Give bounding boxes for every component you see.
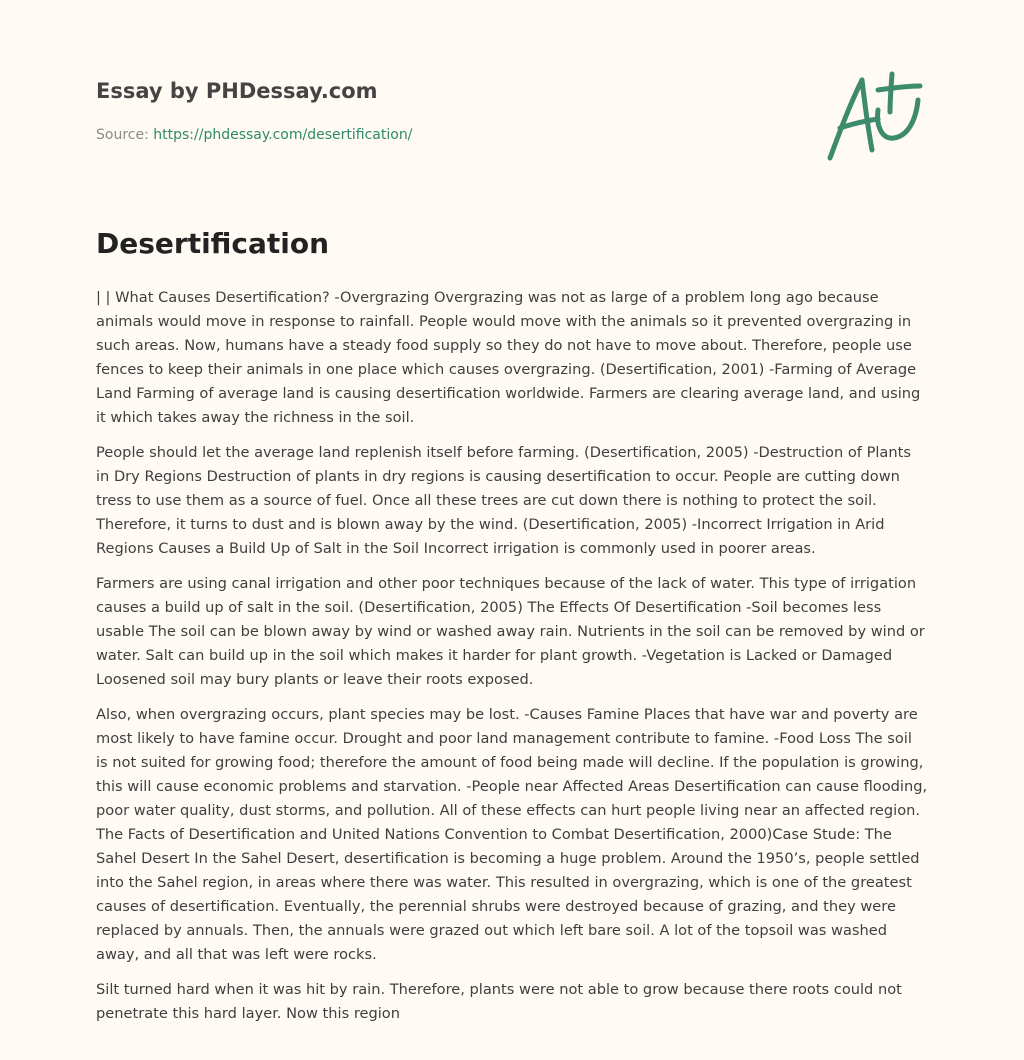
paragraph: Also, when overgrazing occurs, plant species may be lost. -Causes Famine Places that have war and poverty are most likely to have famine occur. Drought and poor land management contribute to famine. -Food Loss The soil is not suited for growing food; therefore the amount of food being made will decline. If the population is growing, this will cause economic problems and starvation. -People near Affected Areas Desertification can cause flooding, poor water quality, dust storms, and pollution. All of these effects can hurt people living near an affected region. The Facts of Desertification and United Nations Convention to Combat Desertification, 2000)Case Stude: The Sahel Desert In the Sahel Desert, desertification is becoming a huge problem. Around the 1950’s, people settled into the Sahel region, in areas where there was water. This resulted in overgrazing, which is one of the greatest causes of desertification. Eventually, the perennial shrubs were destroyed because of grazing, and they were replaced by annuals. Then, the annuals were grazed out which left bare soil. A lot of the topsoil was washed away, and all that was left were rocks. xyxy=(96,706,928,963)
essay-header xyxy=(96,78,796,144)
essay-title: Desertification xyxy=(96,227,330,260)
paragraph: Silt turned hard when it was hit by rain. Therefore, plants were not able to grow because there roots could not penetrate this hard layer. Now this region xyxy=(96,981,902,1022)
source-link[interactable]: https://phdessay.com/desertification/ xyxy=(153,127,413,143)
source-label: Source: xyxy=(96,127,154,143)
a-plus-grade-icon xyxy=(820,66,930,166)
brand-title: Essay by PHDessay.com xyxy=(96,79,378,103)
essay-body xyxy=(96,286,928,1037)
paragraph: Farmers are using canal irrigation and other poor techniques because of the lack of water. This type of irrigation causes a build up of salt in the soil. (Desertification, 2005) The Effects Of Desertification -Soil becomes less usable The soil can be blown away by wind or washed away rain. Nutrients in the soil can be removed by wind or water. Salt can build up in the soil which makes it harder for plant growth. -Vegetation is Lacked or Damaged Loosened soil may bury plants or leave their roots exposed. xyxy=(96,575,925,688)
source-line xyxy=(96,126,796,144)
paragraph: | | What Causes Desertification? -Overgrazing Overgrazing was not as large of a problem long ago because animals would move in response to rainfall. People would move with the animals so it prevented overgrazing in such areas. Now, humans have a steady food supply so they do not have to move about. Therefore, people use fences to keep their animals in one place which causes overgrazing. (Desertification, 2001) -Farming of Average Land Farming of average land is causing desertification worldwide. Farmers are clearing average land, and using it which takes away the richness in the soil. xyxy=(96,289,921,426)
paragraph: People should let the average land replenish itself before farming. (Desertification, 2005) -Destruction of Plants in Dry Regions Destruction of plants in dry regions is causing desertification to occur. People are cutting down tress to use them as a source of fuel. Once all these trees are cut down there is nothing to protect the soil. Therefore, it turns to dust and is blown away by the wind. (Desertification, 2005) -Incorrect Irrigation in Arid Regions Causes a Build Up of Salt in the Soil Incorrect irrigation is commonly used in poorer areas. xyxy=(96,444,911,557)
